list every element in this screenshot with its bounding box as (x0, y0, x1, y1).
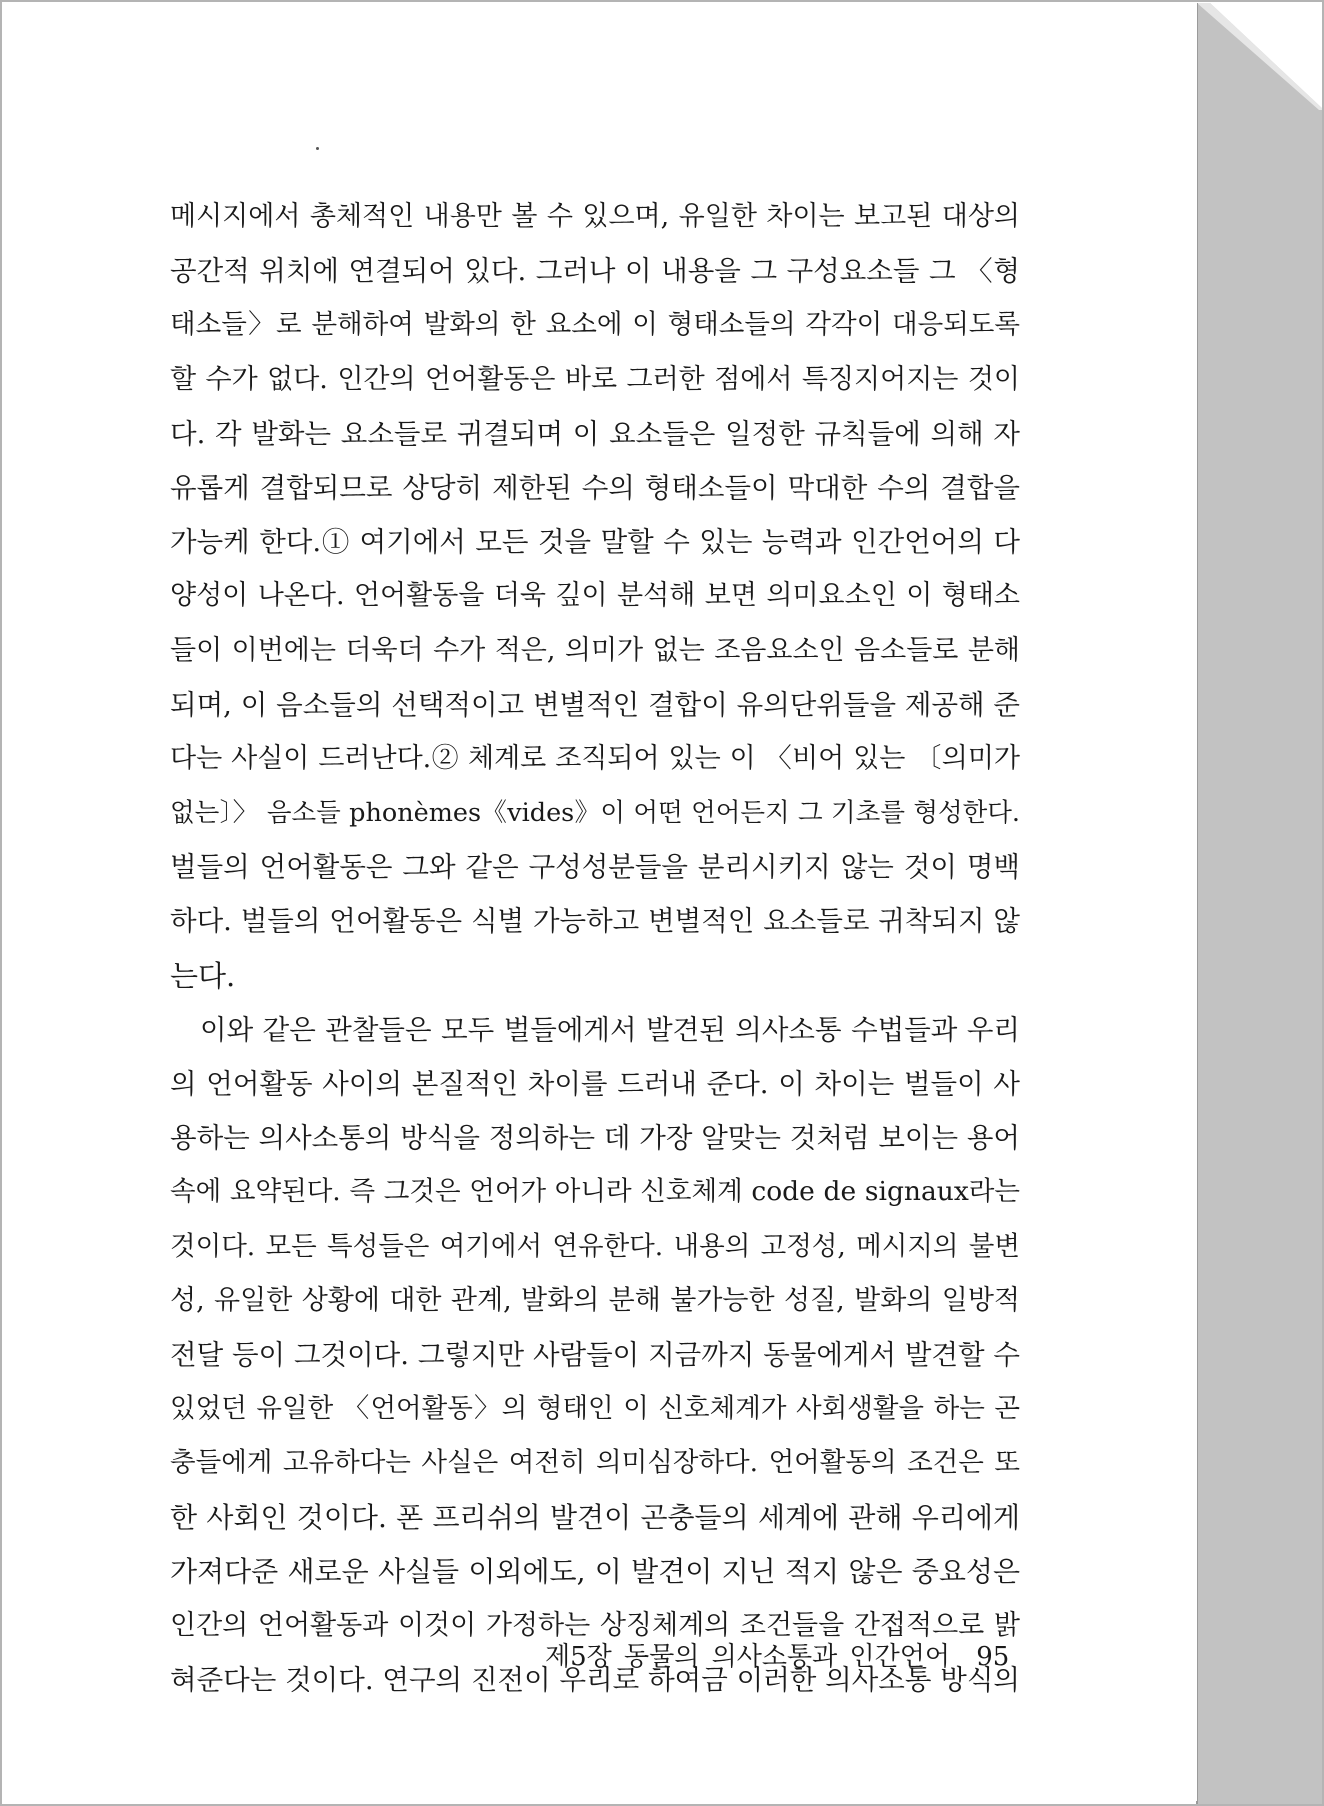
text-line: 공간적 위치에 연결되어 있다. 그러나 이 내용을 그 구성요소들 그 〈형 (170, 255, 1020, 288)
text-line: 하다. 벌들의 언어활동은 식별 가능하고 변별적인 요소들로 귀착되지 않 (170, 905, 1020, 938)
text-line: 유롭게 결합되므로 상당히 제한된 수의 형태소들이 막대한 수의 결합을 (170, 471, 1020, 504)
text-line: 가능케 한다.① 여기에서 모든 것을 말할 수 있는 능력과 인간언어의 다 (170, 526, 1020, 559)
page-footer (545, 1636, 1009, 1673)
text-line: 양성이 나온다. 언어활동을 더욱 깊이 분석해 보면 의미요소인 이 형태소 (170, 580, 1020, 612)
text-line: 가져다준 새로운 사실들 이외에도, 이 발견이 지닌 적지 않은 중요성은 (170, 1554, 1020, 1588)
text-line: 전달 등이 그것이다. 그렇지만 사람들이 지금까지 동물에게서 발견할 수 (170, 1338, 1020, 1371)
text-line: 다는 사실이 드러난다.② 체계로 조직되어 있는 이 〈비어 있는 〔의미가 (170, 742, 1020, 774)
text-line: 인간의 언어활동과 이것이 가정하는 상징체계의 조건들을 간접적으로 밝 (170, 1609, 1020, 1641)
running-head: 제5장 동물의 의사소통과 인간언어 (545, 1642, 950, 1672)
text-line: 벌들의 언어활동은 그와 같은 구성성분들을 분리시키지 않는 것이 명백 (170, 851, 1020, 884)
text-line: 태소들〉로 분해하여 발화의 한 요소에 이 형태소들의 각각이 대응되도록 (170, 309, 1020, 341)
text-line: 없는〕〉 음소들 phonèmes《vides》이 어떤 언어든지 그 기초를 형성한다. (170, 798, 1020, 829)
text-line: 의 언어활동 사이의 본질적인 차이를 드러내 준다. 이 차이는 벌들이 사 (170, 1068, 1020, 1100)
text-line: 들이 이번에는 더욱더 수가 적은, 의미가 없는 조음요소인 음소들로 분해 (170, 634, 1020, 666)
text-line: 다. 각 발화는 요소들로 귀결되며 이 요소들은 일정한 규칙들에 의해 자 (170, 417, 1020, 450)
body-text (170, 190, 1020, 1707)
text-line: 성, 유일한 상황에 대한 관계, 발화의 분해 불가능한 성질, 발화의 일방적 (170, 1284, 1020, 1316)
text-line: 되며, 이 음소들의 선택적이고 변별적인 결합이 유의단위들을 제공해 준 (170, 688, 1020, 721)
text-line: 충들에게 고유하다는 사실은 여전히 의미심장하다. 언어활동의 조건은 또 (170, 1447, 1020, 1479)
text-line: 할 수가 없다. 인간의 언어활동은 바로 그러한 점에서 특징지어지는 것이 (170, 363, 1020, 395)
text-line: 있었던 유일한 〈언어활동〉의 형태인 이 신호체계가 사회생활을 하는 곤 (170, 1393, 1020, 1425)
text-line: 한 사회인 것이다. 폰 프리쉬의 발견이 곤충들의 세계에 관해 우리에게 (170, 1500, 1020, 1534)
text-line-paragraph-start: 이와 같은 관찰들은 모두 벌들에게서 발견된 의사소통 수법들과 우리 (200, 1013, 1020, 1046)
text-line: 용하는 의사소통의 방식을 정의하는 데 가장 알맞는 것처럼 보이는 용어 (170, 1122, 1020, 1155)
text-line: 것이다. 모든 특성들은 여기에서 연유한다. 내용의 고정성, 메시지의 불변 (170, 1230, 1020, 1262)
text-line-paragraph-end: 는다. (170, 958, 236, 993)
text-line: 속에 요약된다. 즉 그것은 언어가 아니라 신호체계 code de signaux라는 (170, 1176, 1020, 1208)
text-line: 메시지에서 총체적인 내용만 볼 수 있으며, 유일한 차이는 보고된 대상의 (170, 201, 1020, 232)
scan-speck (316, 147, 319, 150)
text-line: 혀준다는 것이다. 연구의 진전이 우리로 하여금 이러한 의사소통 방식의 (170, 1664, 1020, 1697)
page-stack-side (1197, 3, 1324, 1806)
page-number: 95 (976, 1642, 1010, 1672)
